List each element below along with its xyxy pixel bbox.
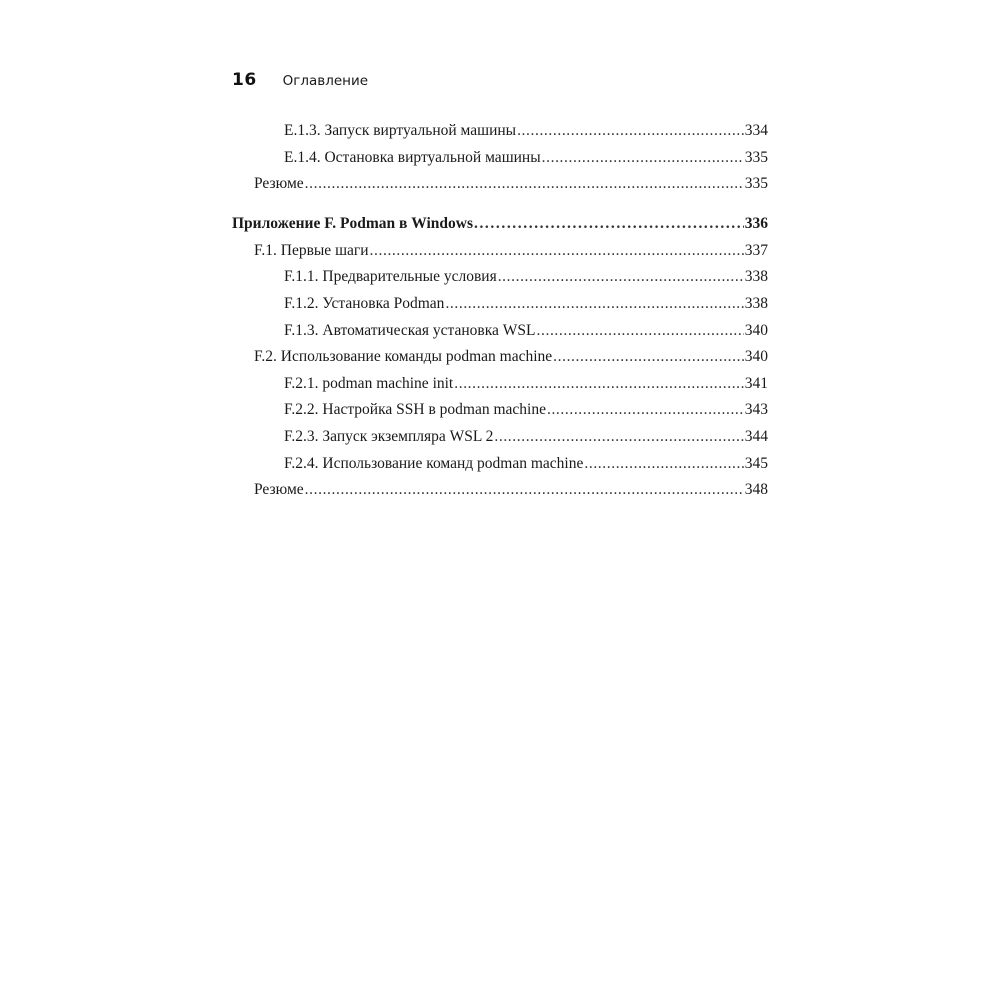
running-head: Оглавление bbox=[282, 73, 369, 89]
toc-entry-page: 338 bbox=[744, 295, 768, 312]
toc-entry-title: F.1.2. Установка Podman bbox=[284, 295, 445, 312]
toc-entry-title: F.1.3. Автоматическая установка WSL bbox=[284, 322, 536, 339]
toc-dot-leader bbox=[498, 266, 744, 288]
toc-entry-title: F.2.2. Настройка SSH в podman machine bbox=[284, 401, 546, 418]
toc-entry-title: F.1. Первые шаги bbox=[254, 242, 369, 259]
page-header bbox=[232, 70, 368, 94]
toc-entry-title: E.1.3. Запуск виртуальной машины bbox=[284, 122, 517, 139]
toc-entry bbox=[254, 346, 768, 368]
toc-entry-title: F.1.1. Предварительные условия bbox=[284, 268, 497, 285]
toc-entry-page: 335 bbox=[744, 149, 768, 166]
toc-entry bbox=[284, 266, 768, 288]
toc-entry-page: 334 bbox=[744, 122, 768, 139]
toc-chapter-entry bbox=[232, 213, 768, 235]
toc-entry-page: 337 bbox=[744, 242, 768, 259]
toc-dot-leader bbox=[454, 373, 744, 395]
toc-entry-page: 338 bbox=[744, 268, 768, 285]
toc-entry-page: 344 bbox=[744, 428, 768, 445]
toc-entry-page: 343 bbox=[744, 401, 768, 418]
toc-dot-leader bbox=[542, 147, 744, 169]
toc-dot-leader bbox=[445, 293, 743, 315]
toc-entry-page: 345 bbox=[744, 455, 768, 472]
toc-entry bbox=[284, 399, 768, 421]
toc-entry bbox=[254, 240, 768, 262]
toc-entry-page: 341 bbox=[744, 375, 768, 392]
toc-entry-title: E.1.4. Остановка виртуальной машины bbox=[284, 149, 541, 166]
toc-entry bbox=[284, 320, 768, 342]
page-number: 16 bbox=[232, 70, 257, 90]
toc-entry bbox=[284, 147, 768, 169]
toc-dot-leader bbox=[305, 173, 744, 195]
toc-entry bbox=[254, 479, 768, 501]
toc-dot-leader bbox=[494, 426, 743, 448]
toc-entry-title: F.2.1. podman machine init bbox=[284, 375, 454, 392]
toc-dot-leader bbox=[474, 213, 744, 235]
toc-dot-leader bbox=[370, 240, 744, 262]
toc-entry-title: F.2.3. Запуск экземпляра WSL 2 bbox=[284, 428, 494, 445]
toc-dot-leader bbox=[553, 346, 744, 368]
toc-entry-page: 348 bbox=[744, 481, 768, 498]
toc-dot-leader bbox=[537, 320, 744, 342]
toc-entry-title: Резюме bbox=[254, 481, 304, 498]
toc-entry bbox=[284, 373, 768, 395]
toc-dot-leader bbox=[305, 479, 744, 501]
toc-entry bbox=[284, 453, 768, 475]
toc-entry-page: 340 bbox=[744, 322, 768, 339]
toc-dot-leader bbox=[517, 120, 744, 142]
toc-entry-title: Резюме bbox=[254, 175, 304, 192]
toc-entry bbox=[284, 120, 768, 142]
toc-entry-title: F.2.4. Использование команд podman machine bbox=[284, 455, 584, 472]
toc-entry-page: 336 bbox=[744, 215, 768, 232]
toc-dot-leader bbox=[547, 399, 744, 421]
toc-entry-page: 340 bbox=[744, 348, 768, 365]
toc-entry-title: Приложение F. Podman в Windows bbox=[232, 215, 473, 232]
toc-dot-leader bbox=[584, 453, 743, 475]
toc-entry bbox=[254, 173, 768, 195]
toc-entry bbox=[284, 426, 768, 448]
toc-entry-title: F.2. Использование команды podman machine bbox=[254, 348, 553, 365]
toc-entry-page: 335 bbox=[744, 175, 768, 192]
toc-entry bbox=[284, 293, 768, 315]
